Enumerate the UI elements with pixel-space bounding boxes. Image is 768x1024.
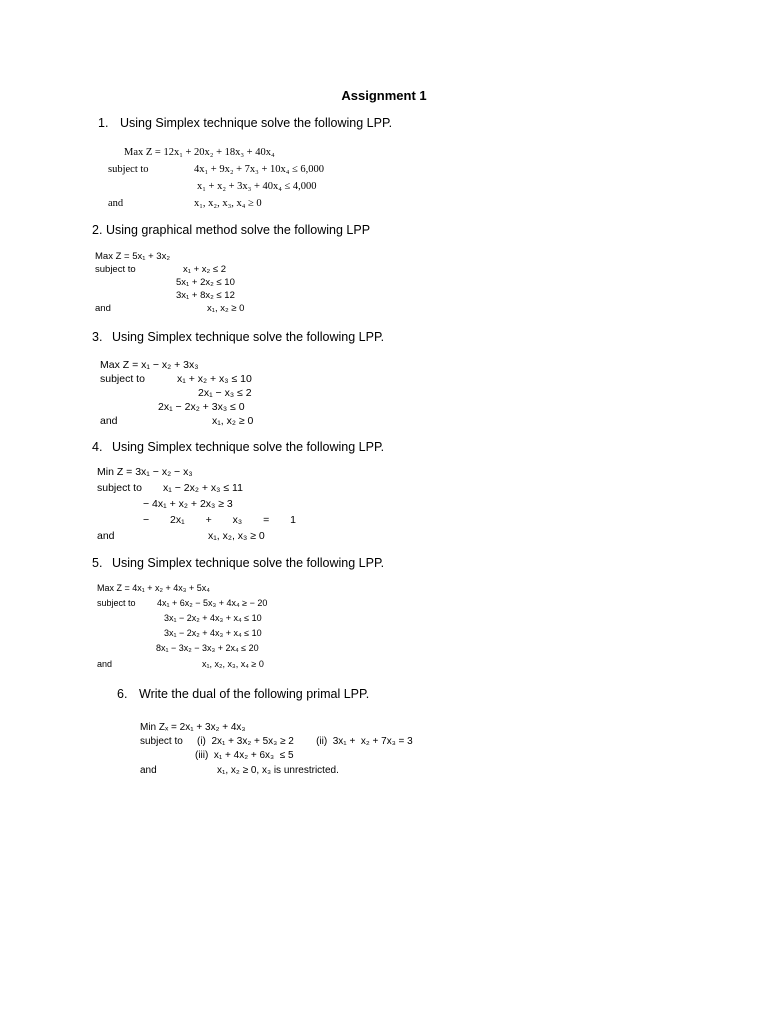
constraint-label: subject to [140,736,183,747]
constraint-2: 5x₁ + 2x₂ ≤ 10 [176,277,235,288]
nonnegativity-label: and [140,765,157,776]
constraint-1: 4x₁ + 6x₂ − 5x₃ + 4x₄ ≥ − 20 [157,598,268,608]
nonnegativity-label: and [100,415,118,427]
constraint-1: 4x₁ + 9x₂ + 7x₃ + 10x₄ ≤ 6,000 [194,164,325,175]
objective-function: Min Z = 3x₁ − x₂ − x₃ [97,466,193,478]
constraint-label: subject to [97,598,136,608]
question-number: 6. [117,687,128,701]
question-number: 3. [92,330,103,344]
question-text: Using Simplex technique solve the following LPP. [112,440,385,454]
question-text: Using Simplex technique solve the following LPP. [112,556,385,570]
question-6-lpp [140,723,450,783]
question-1-heading [98,116,392,130]
question-text: Using graphical method solve the following LPP [106,223,371,237]
objective-function: Min Zₓ = 2x₁ + 3x₂ + 4x₃ [140,722,246,733]
objective-function: Max Z = x₁ − x₂ + 3x₃ [100,359,199,371]
nonnegativity: x₁, x₂, x₃ ≥ 0 [208,530,265,542]
question-number: 2. [92,223,103,237]
question-6-heading [117,687,369,701]
question-number: 1. [98,116,109,130]
constraint-2: 2x₁ − x₃ ≤ 2 [198,387,252,399]
constraint-2: 3x₁ − 2x₂ + 4x₃ + x₄ ≤ 10 [164,613,262,623]
question-number: 4. [92,440,103,454]
question-5-lpp [97,584,307,674]
constraint-1: x₁ − 2x₂ + x₃ ≤ 11 [163,482,243,494]
nonnegativity: x₁, x₂, x₃, x₄ ≥ 0 [202,659,264,669]
nonnegativity: x₁, x₂, x₃, x₄ ≥ 0 [194,198,262,209]
constraint-3: (iii) x₁ + 4x₂ + 6x₃ ≤ 5 [195,750,294,761]
question-2-lpp [95,252,285,316]
question-text: Write the dual of the following primal LPP. [139,687,370,701]
constraint-1-2: (i) 2x₁ + 3x₂ + 5x₃ ≥ 2 (ii) 3x₁ + x₂ + 7x₃ = 3 [197,736,413,747]
constraint-label: subject to [97,482,142,494]
constraint-3: 3x₁ + 8x₂ ≤ 12 [176,290,235,301]
nonnegativity: x₁, x₂ ≥ 0, x₃ is unrestricted. [217,765,339,776]
question-text: Using Simplex technique solve the following LPP. [112,330,385,344]
constraint-3: 2x₁ − 2x₂ + 3x₃ ≤ 0 [158,401,245,413]
question-1-lpp [108,146,388,216]
nonnegativity-label: and [95,303,111,314]
constraint-3: 3x₁ − 2x₂ + 4x₃ + x₄ ≤ 10 [164,628,262,638]
constraint-1: x₁ + x₂ ≤ 2 [183,264,226,275]
question-4-lpp [97,466,296,545]
objective-function: Max Z = 12x₁ + 20x₂ + 18x₃ + 40x₄ [124,147,275,158]
question-3-lpp [100,360,290,430]
question-3-heading [92,330,384,344]
constraint-label: subject to [108,164,149,175]
constraint-2: x₁ + x₂ + 3x₃ + 40x₄ ≤ 4,000 [197,181,317,192]
constraint-3: − 2x₁ + x₃ = 1 [143,514,296,526]
objective-function: Max Z = 4x₁ + x₂ + 4x₃ + 5x₄ [97,583,210,593]
nonnegativity-label: and [108,198,124,209]
nonnegativity-label: and [97,659,113,669]
question-4-heading [92,440,384,454]
objective-function: Max Z = 5x₁ + 3x₂ [95,251,171,262]
nonnegativity: x₁, x₂ ≥ 0 [212,415,254,427]
question-2-heading [92,223,370,237]
constraint-2: − 4x₁ + x₂ + 2x₃ ≥ 3 [143,498,233,510]
nonnegativity-label: and [97,530,115,542]
constraint-label: subject to [100,373,145,385]
document-title: Assignment 1 [341,88,427,103]
question-number: 5. [92,556,103,570]
nonnegativity: x₁, x₂ ≥ 0 [207,303,245,314]
constraint-label: subject to [95,264,136,275]
constraint-1: x₁ + x₂ + x₃ ≤ 10 [177,373,252,385]
constraint-4: 8x₁ − 3x₂ − 3x₃ + 2x₄ ≤ 20 [156,643,259,653]
question-text: Using Simplex technique solve the following LPP. [120,116,393,130]
question-5-heading [92,556,384,570]
